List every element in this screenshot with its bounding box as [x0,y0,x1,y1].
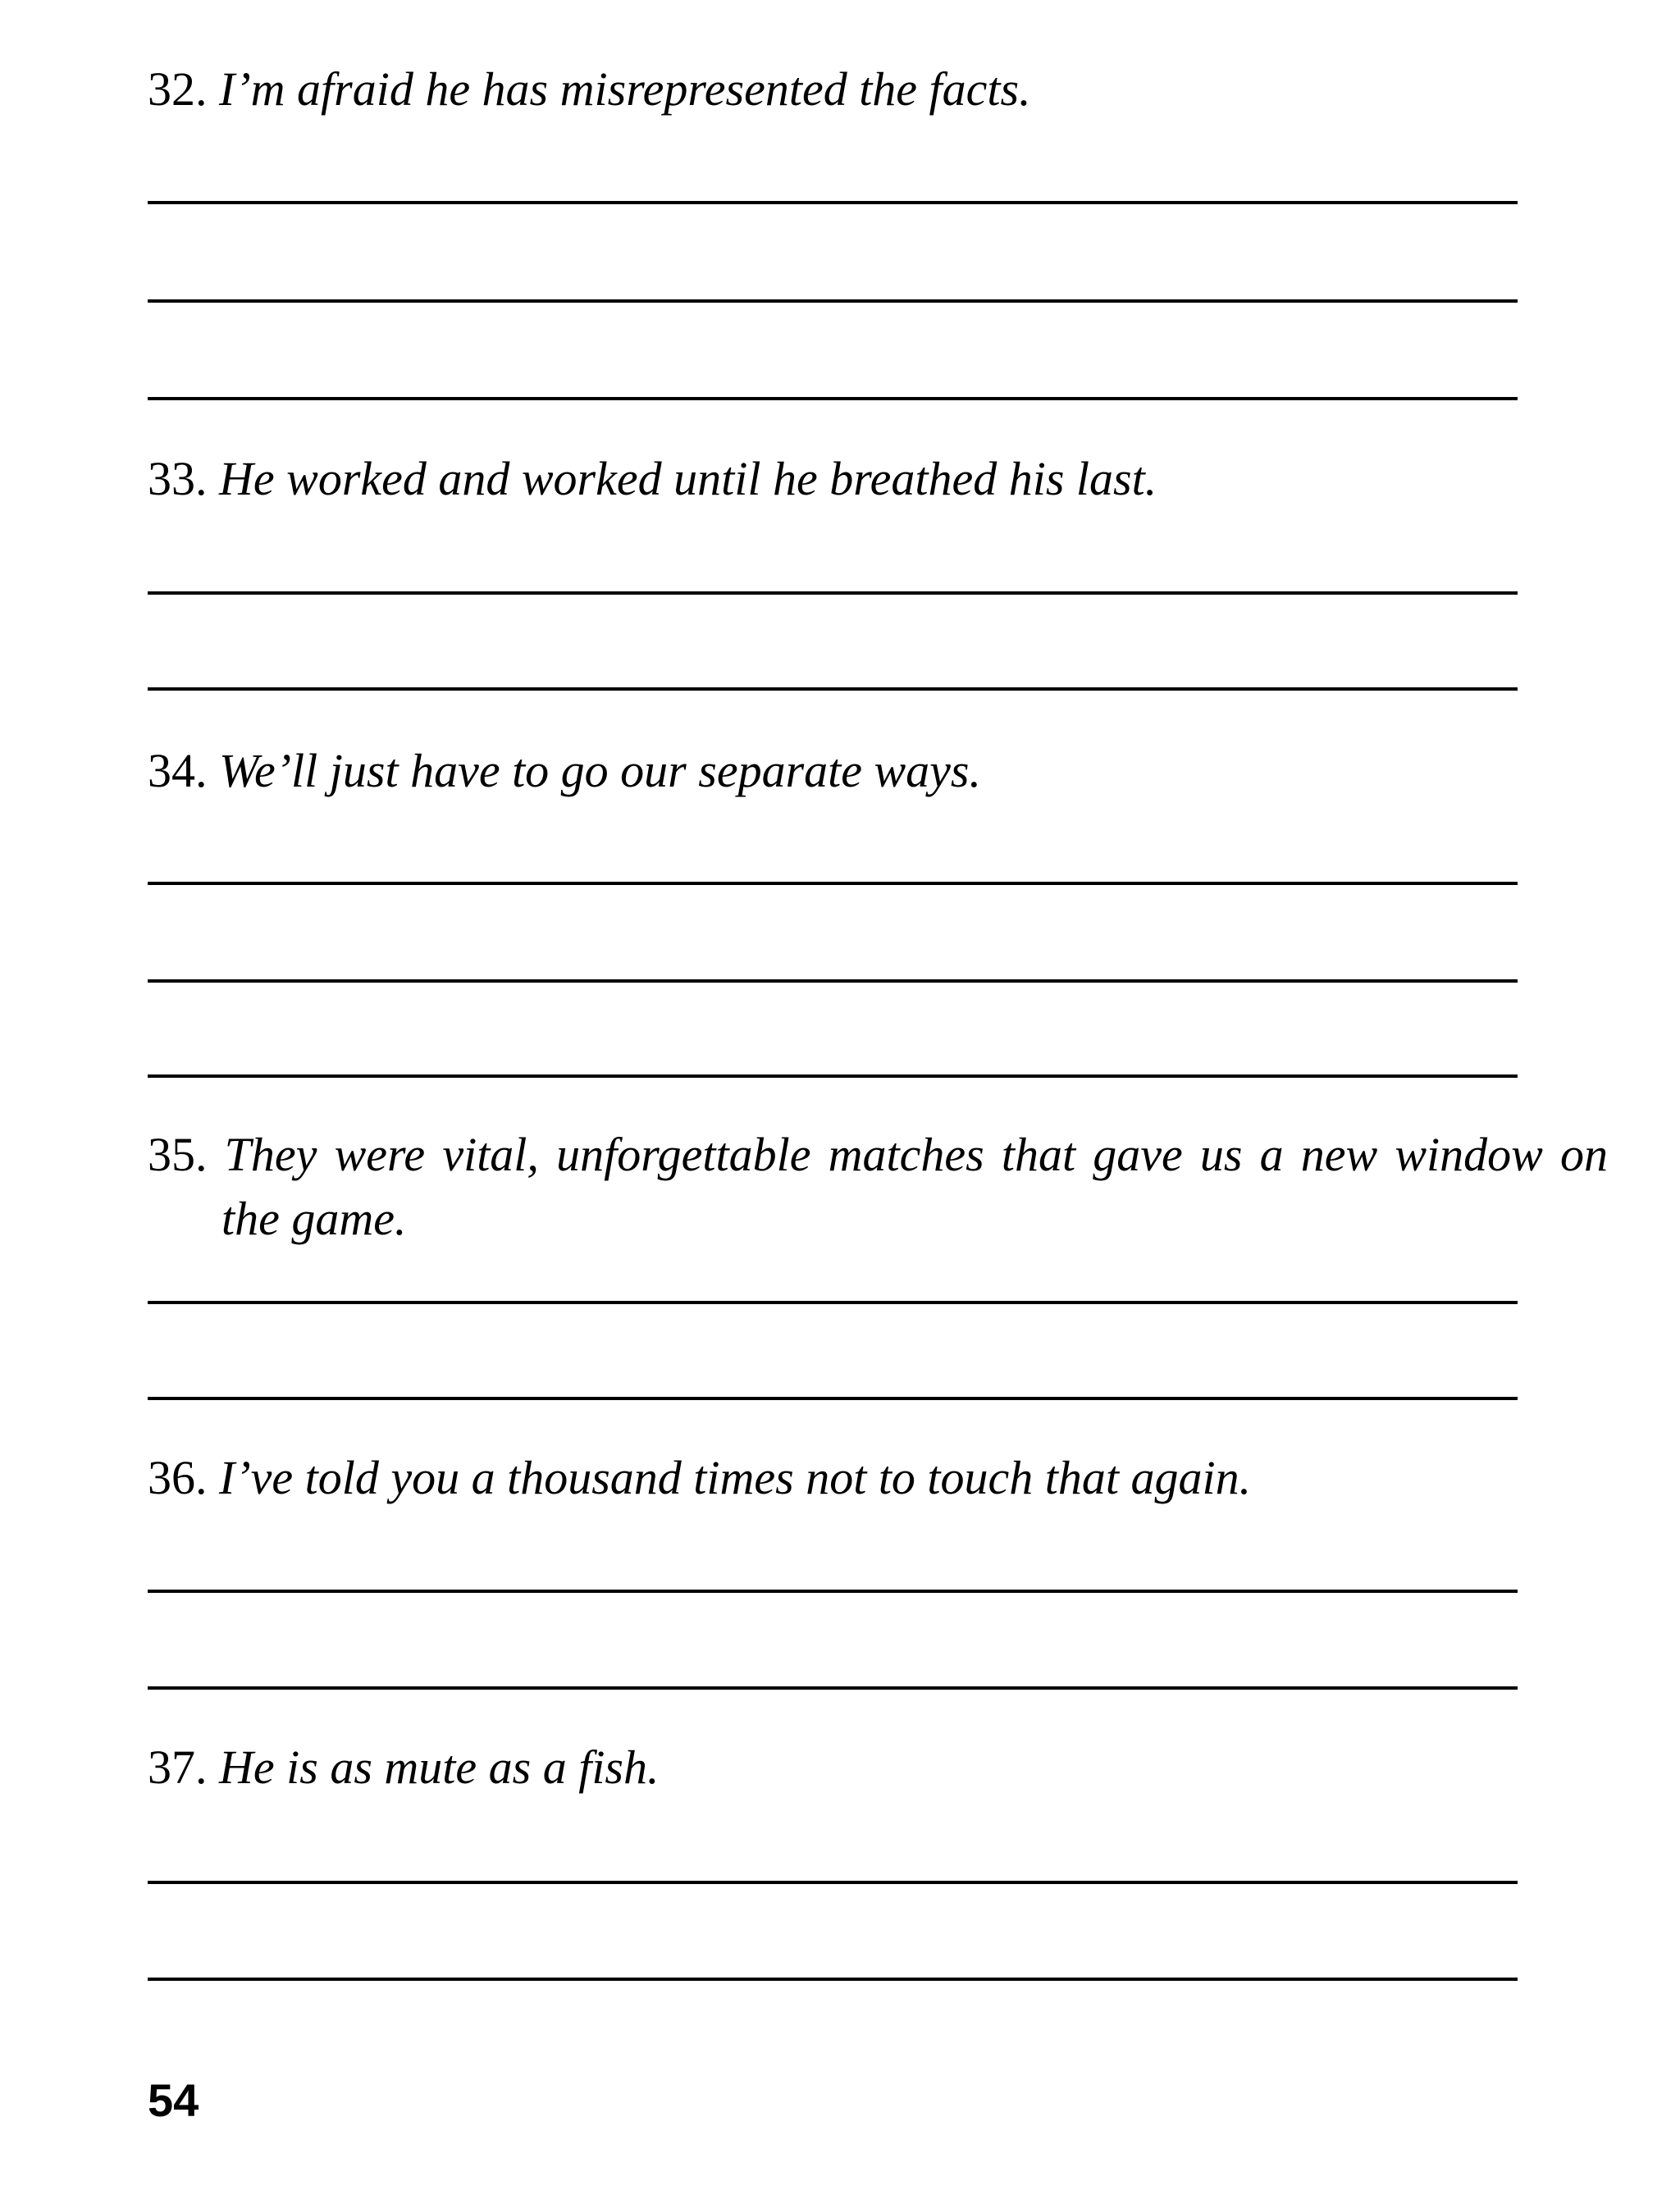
answer-line[interactable] [148,687,1518,691]
exercise-number: 36. [148,1451,208,1504]
exercise-33 [148,447,1534,511]
exercise-number: 33. [148,452,208,505]
page-number: 54 [148,2074,199,2126]
exercise-sentence: I’ve told you a thousand times not to touch that again. [219,1451,1252,1504]
answer-line[interactable] [148,1397,1518,1400]
exercise-34 [148,739,1534,803]
exercise-sentence: They were vital, unforgettable matches that gave us a new window on the game. [221,1128,1609,1245]
answer-line[interactable] [148,1881,1518,1884]
exercise-sentence: We’ll just have to go our separate ways. [219,744,981,797]
exercise-sentence: He is as mute as a fish. [219,1740,660,1794]
answer-line[interactable] [148,882,1518,885]
answer-line[interactable] [148,201,1518,204]
answer-line[interactable] [148,299,1518,303]
exercise-sentence: He worked and worked until he breathed his last. [219,452,1157,505]
answer-line[interactable] [148,1978,1518,1981]
answer-line[interactable] [148,1590,1518,1593]
exercise-sentence: I’m afraid he has misrepresented the facts. [219,62,1031,116]
exercise-number: 35. [148,1128,208,1181]
exercise-37 [148,1736,1534,1800]
answer-line[interactable] [148,397,1518,400]
exercise-number: 37. [148,1740,208,1794]
exercise-number: 34. [148,744,208,797]
exercise-35 [148,1123,1608,1251]
exercise-32 [148,57,1534,121]
answer-line[interactable] [148,591,1518,595]
answer-line[interactable] [148,1686,1518,1690]
answer-line[interactable] [148,1301,1518,1304]
exercise-36 [148,1446,1534,1510]
exercise-number: 32. [148,62,208,116]
answer-line[interactable] [148,979,1518,983]
answer-line[interactable] [148,1074,1518,1078]
